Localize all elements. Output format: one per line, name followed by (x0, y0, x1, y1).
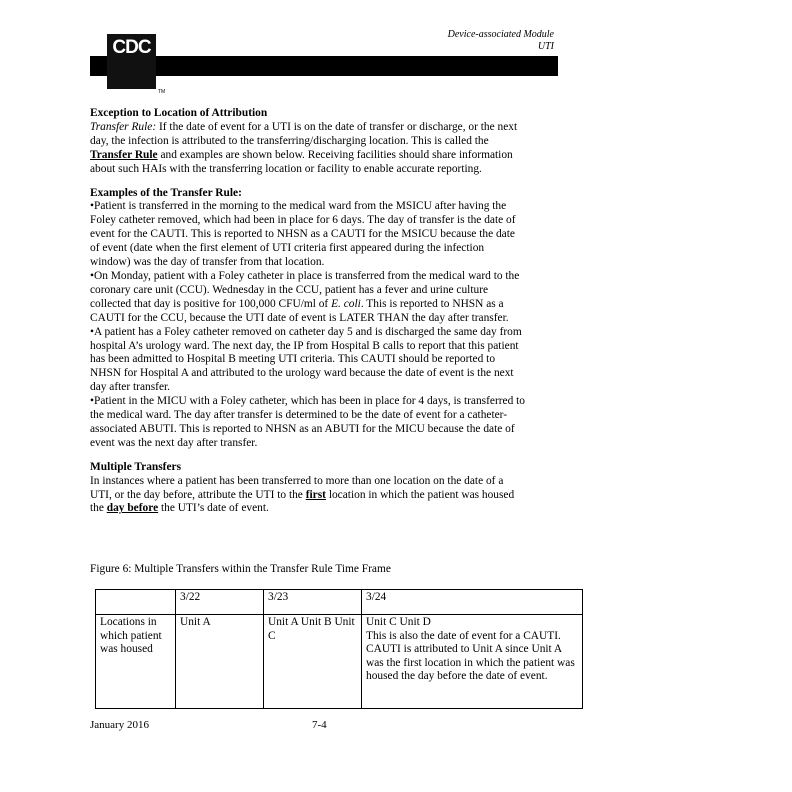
running-header (448, 29, 554, 53)
example-1-text: Patient is transferred in the morning to the medical ward from the MSICU after having the Foley catheter removed, which had been in place for 6 days. The day of transfer is the date of event for the CAUTI. This is reported to NHSN as a CAUTI for the MSICU because the date of event (date when the first element of UTI criteria first appeared during the infection window) was the day of transfer from that location. (90, 200, 516, 269)
transfer-rule-paragraph (90, 121, 526, 177)
organism-name: E. coli (331, 297, 361, 310)
table-header-cell: 3/23 (264, 590, 362, 615)
footer-date: January 2016 (90, 719, 149, 731)
rule-text: If the date of event for a UTI is on the date of transfer or discharge, or the next day, the infection is attributed to the transferring/discharging location. This is called the (90, 120, 518, 147)
examples-heading: Examples of the Transfer Rule: (90, 186, 242, 199)
figure-caption: Figure 6: Multiple Transfers within the Transfer Rule Time Frame (90, 563, 391, 575)
mt-text-end: the UTI’s date of event. (158, 502, 269, 515)
logo-trademark: TM (158, 89, 166, 95)
logo-text: CDC (112, 37, 151, 58)
multiple-transfers-paragraph (90, 475, 526, 517)
example-4-text: Patient in the MICU with a Foley catheter, which has been in place for 4 days, is transferred to the medical ward. The day after transfer is determined to be the date of event for a catheter-associated ABUTI. This is reported to NHSN as an ABUTI for the MICU because the date of event was the next day after transfer. (90, 395, 525, 449)
page-number: 7-4 (312, 719, 327, 731)
first-term: first (305, 488, 326, 501)
example-1: •Patient is transferred in the morning to the medical ward from the MSICU after having the Foley catheter removed, which had been in place for 6 days. The day of transfer is the date of event for the CAUTI. This is reported to NHSN as a CAUTI for the MSICU because the date of event (date when the first element of UTI criteria first appeared during the infection window) was the day of transfer from that location. (90, 200, 516, 269)
example-2: •On Monday, patient with a Foley catheter in place is transferred from the medical ward to the coronary care unit (CCU). Wednesday in the CCU, patient has a fever and urine culture collected that day is positive for 100,000 CFU/ml of E. coli. This is reported to NHSN as a CAUTI for the CCU, because the UTI date of event is LATER THAN the day after transfer. (90, 269, 520, 324)
day-before-term: day before (106, 502, 159, 515)
document-body (90, 107, 526, 516)
cell-note: This is also the date of event for a CAUTI. CAUTI is attributed to Unit A since Unit A was the first location in which the patient was housed the day before the date of event. (366, 629, 575, 683)
table-header-cell: 3/24 (362, 590, 583, 615)
cell-units: Unit C Unit D (366, 616, 431, 628)
module-name: Device-associated Module (447, 29, 554, 40)
table-cell: Unit A Unit B Unit C (264, 615, 362, 709)
rule-text-cont: and examples are shown below. Receiving facilities should share information about such HAIs with the transferring location or facility to enable accurate reporting. (90, 148, 513, 175)
transfer-table (95, 589, 583, 709)
example-4: •Patient in the MICU with a Foley catheter, which has been in place for 4 days, is transferred to the medical ward. The day after transfer is determined to be the date of event for a catheter-associated ABUTI. This is reported to NHSN as an ABUTI for the MICU because the date of event was the next day after transfer. (90, 395, 525, 449)
cdc-logo (107, 34, 156, 89)
table-cell: Unit A (176, 615, 264, 709)
table-header-row (96, 590, 583, 615)
mt-text: In instances where a patient has been transferred to more than one location on the date of a UTI, or the day before, attribute the UTI to the (90, 474, 504, 501)
table-header-cell: 3/22 (176, 590, 264, 615)
example-2-text-cont: . This is reported to NHSN as a CAUTI for the CCU, because the UTI date of event is LATER THAN the day after transfer. (90, 297, 509, 324)
table-row (96, 615, 583, 709)
table-cell (362, 615, 583, 709)
row-label-cell: Locations in which patient was housed (96, 615, 176, 709)
table-header-cell (96, 590, 176, 615)
section-name: UTI (537, 41, 554, 52)
example-2-text: On Monday, patient with a Foley catheter in place is transferred from the medical ward to the coronary care unit (CCU). Wednesday in the CCU, patient has a fever and urine culture collected that day is positive for 100,000 CFU/ml of (90, 269, 520, 310)
multiple-transfers-heading: Multiple Transfers (90, 460, 182, 473)
example-3: •A patient has a Foley catheter removed on catheter day 5 and is discharged the same day from hospital A’s urology ward. The next day, the IP from Hospital B calls to report that this patient has been admitted to Hospital B meeting UTI criteria. This CAUTI should be reported to NHSN for Hospital A and attributed to the urology ward because the date of event is the next day after transfer. (90, 325, 522, 394)
header-bar (90, 56, 558, 76)
exception-heading: Exception to Location of Attribution (90, 107, 268, 119)
example-3-text: A patient has a Foley catheter removed on catheter day 5 and is discharged the same day from hospital A’s urology ward. The next day, the IP from Hospital B calls to report that this patient has been admitted to Hospital B meeting UTI criteria. This CAUTI should be reported to NHSN for Hospital A and attributed to the urology ward because the date of event is the next day after transfer. (90, 325, 522, 394)
rule-label: Transfer Rule: (90, 120, 157, 133)
mt-text-cont: location in which the patient was housed the (90, 488, 515, 515)
transfer-rule-term: Transfer Rule (90, 148, 158, 161)
